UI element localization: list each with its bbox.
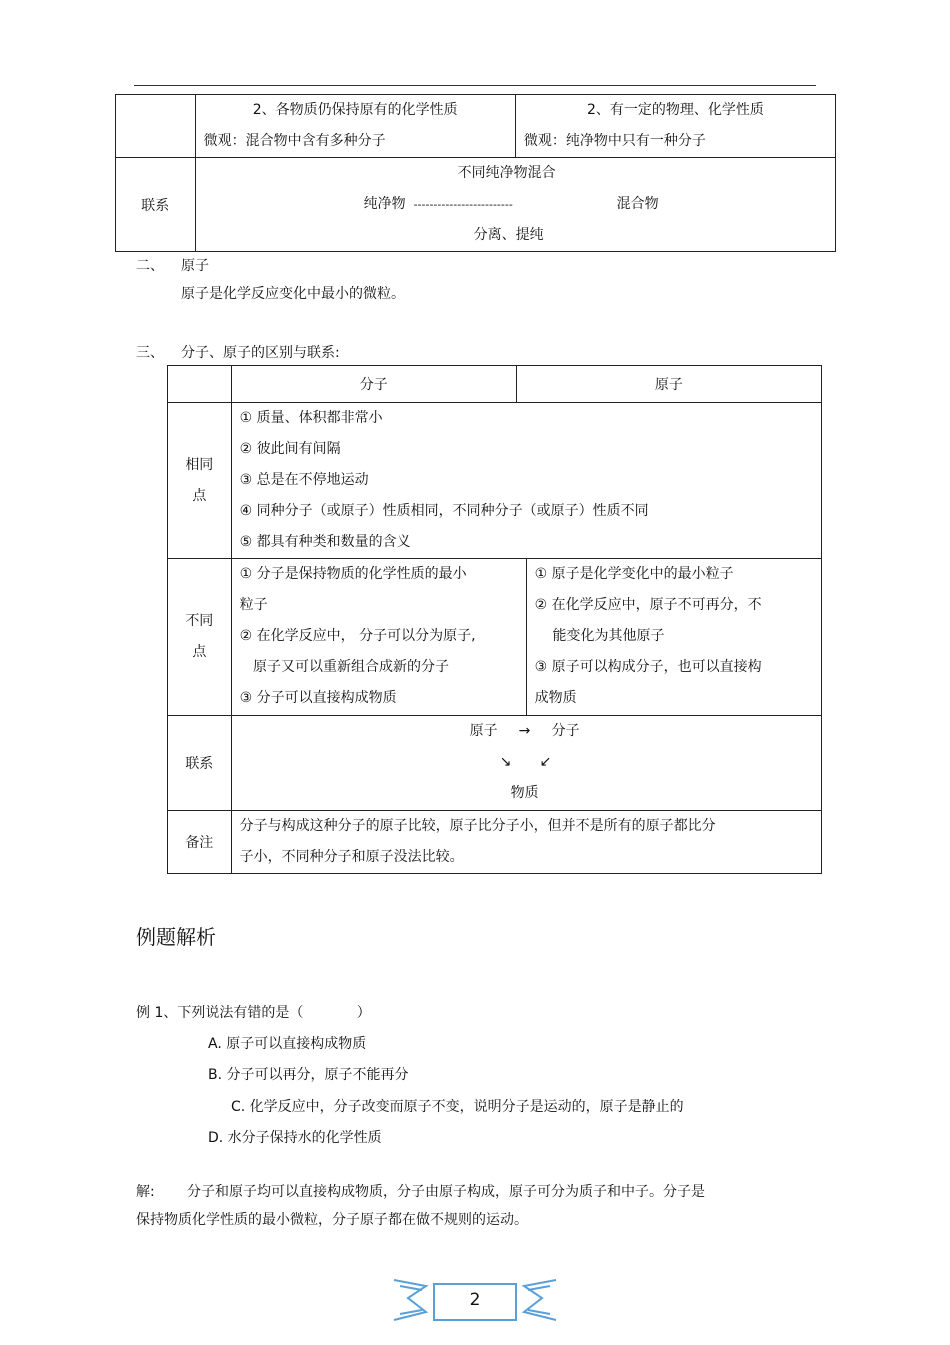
pure-property-line: 2、有一定的物理、化学性质 xyxy=(586,102,764,118)
section2-body: 原子是化学反应变化中最小的微粒。 xyxy=(181,286,405,302)
solution-line-1: 分子和原子均可以直接构成物质，分子由原子构成，原子可分为质子和中子。分子是 xyxy=(187,1184,705,1200)
diff-molecule-column xyxy=(232,559,527,715)
arrow-southeast-icon: ↘ xyxy=(499,754,512,770)
mixture-comparison-table xyxy=(115,94,836,252)
diff-molecule-item: ③ 分子可以直接构成物质 xyxy=(239,690,397,706)
note-cell xyxy=(231,811,821,874)
section3-number: 三、 xyxy=(136,345,164,361)
question-1: 例 1、下列说法有错的是（ ） xyxy=(136,1005,371,1021)
option-d: D. 水分子保持水的化学性质 xyxy=(208,1130,382,1146)
diff-atom-column xyxy=(527,559,821,715)
section3-title: 分子、原子的区别与联系: xyxy=(181,345,340,361)
note-line: 分子与构成这种分子的原子比较，原子比分子小，但并不是所有的原子都比分 xyxy=(239,818,716,834)
diff-molecule-item: ② 在化学反应中， 分子可以分为原子, xyxy=(239,628,476,644)
header-rule xyxy=(134,85,816,86)
solution-line-2: 保持物质化学性质的最小微粒，分子原子都在做不规则的运动。 xyxy=(136,1212,528,1228)
relation-cell xyxy=(195,158,835,252)
relation-bottom-text: 分离、提纯 xyxy=(473,227,544,243)
relation-molecule: 分子 xyxy=(551,723,580,739)
option-b: B. 分子可以再分，原子不能再分 xyxy=(208,1067,409,1083)
note-line: 子小，不同种分子和原子没法比较。 xyxy=(239,849,464,865)
relation-matter: 物质 xyxy=(510,785,539,801)
same-label-line1: 相同 xyxy=(185,456,214,473)
mixture-properties-cell xyxy=(195,95,515,158)
same-points-label xyxy=(168,403,232,559)
header-blank-cell xyxy=(168,366,232,403)
header-molecule: 分子 xyxy=(231,366,516,403)
relation-diagram-cell xyxy=(231,716,821,811)
same-points-cell xyxy=(231,403,821,559)
header-atom: 原子 xyxy=(516,366,821,403)
relation-label: 联系 xyxy=(116,158,196,252)
molecule-atom-table xyxy=(167,365,822,874)
same-label-line2: 点 xyxy=(192,487,207,504)
diff-molecule-item: 粒子 xyxy=(239,597,268,613)
same-item: ① 质量、体积都非常小 xyxy=(239,410,383,426)
relation-atom: 原子 xyxy=(469,723,498,739)
diff-points-label xyxy=(168,559,232,716)
diff-atom-item: 成物质 xyxy=(534,690,577,706)
section2-title: 原子 xyxy=(181,258,209,274)
pure-micro-line: 微观：纯净物中只有一种分子 xyxy=(523,133,706,149)
same-item: ② 彼此间有间隔 xyxy=(239,441,341,457)
arrow-southwest-icon: ↙ xyxy=(539,754,552,770)
same-item: ⑤ 都具有种类和数量的含义 xyxy=(239,534,411,550)
mixture-property-line: 2、各物质仍保持原有的化学性质 xyxy=(252,102,458,118)
examples-heading: 例题解析 xyxy=(136,925,216,949)
option-c: C. 化学反应中，分子改变而原子不变，说明分子是运动的，原子是静止的 xyxy=(231,1099,684,1115)
arrow-right-icon: → xyxy=(518,723,531,739)
diff-label-line2: 点 xyxy=(192,644,207,660)
relation-right-text: 混合物 xyxy=(616,196,659,212)
section2-number: 二、 xyxy=(136,258,164,274)
solution-label: 解: xyxy=(136,1184,155,1200)
diff-molecule-item: ① 分子是保持物质的化学性质的最小 xyxy=(239,566,467,582)
relation-label: 联系 xyxy=(168,716,232,811)
diff-atom-item: ③ 原子可以构成分子，也可以直接构 xyxy=(534,659,762,675)
option-a: A. 原子可以直接构成物质 xyxy=(208,1036,367,1052)
pure-properties-cell xyxy=(515,95,835,158)
blank-cell xyxy=(116,95,196,158)
diff-label-line1: 不同 xyxy=(185,613,214,629)
diff-molecule-item: 原子又可以重新组合成新的分子 xyxy=(239,659,449,675)
same-item: ③ 总是在不停地运动 xyxy=(239,472,369,488)
relation-left-text: 纯净物 xyxy=(363,196,406,212)
relation-top-text: 不同纯净物混合 xyxy=(457,165,556,181)
diff-atom-item: ① 原子是化学变化中的最小粒子 xyxy=(534,566,734,582)
note-label: 备注 xyxy=(168,811,232,874)
relation-dashes: ------------------------- xyxy=(413,198,513,211)
diff-atom-item: ② 在化学反应中，原子不可再分，不 xyxy=(534,597,762,613)
page-number: 2 xyxy=(469,1290,481,1310)
mixture-micro-line: 微观：混合物中含有多种分子 xyxy=(203,133,386,149)
diff-atom-item: 能变化为其他原子 xyxy=(534,628,665,644)
same-item: ④ 同种分子（或原子）性质相同，不同种分子（或原子）性质不同 xyxy=(239,503,649,519)
diff-points-cell xyxy=(231,559,821,716)
